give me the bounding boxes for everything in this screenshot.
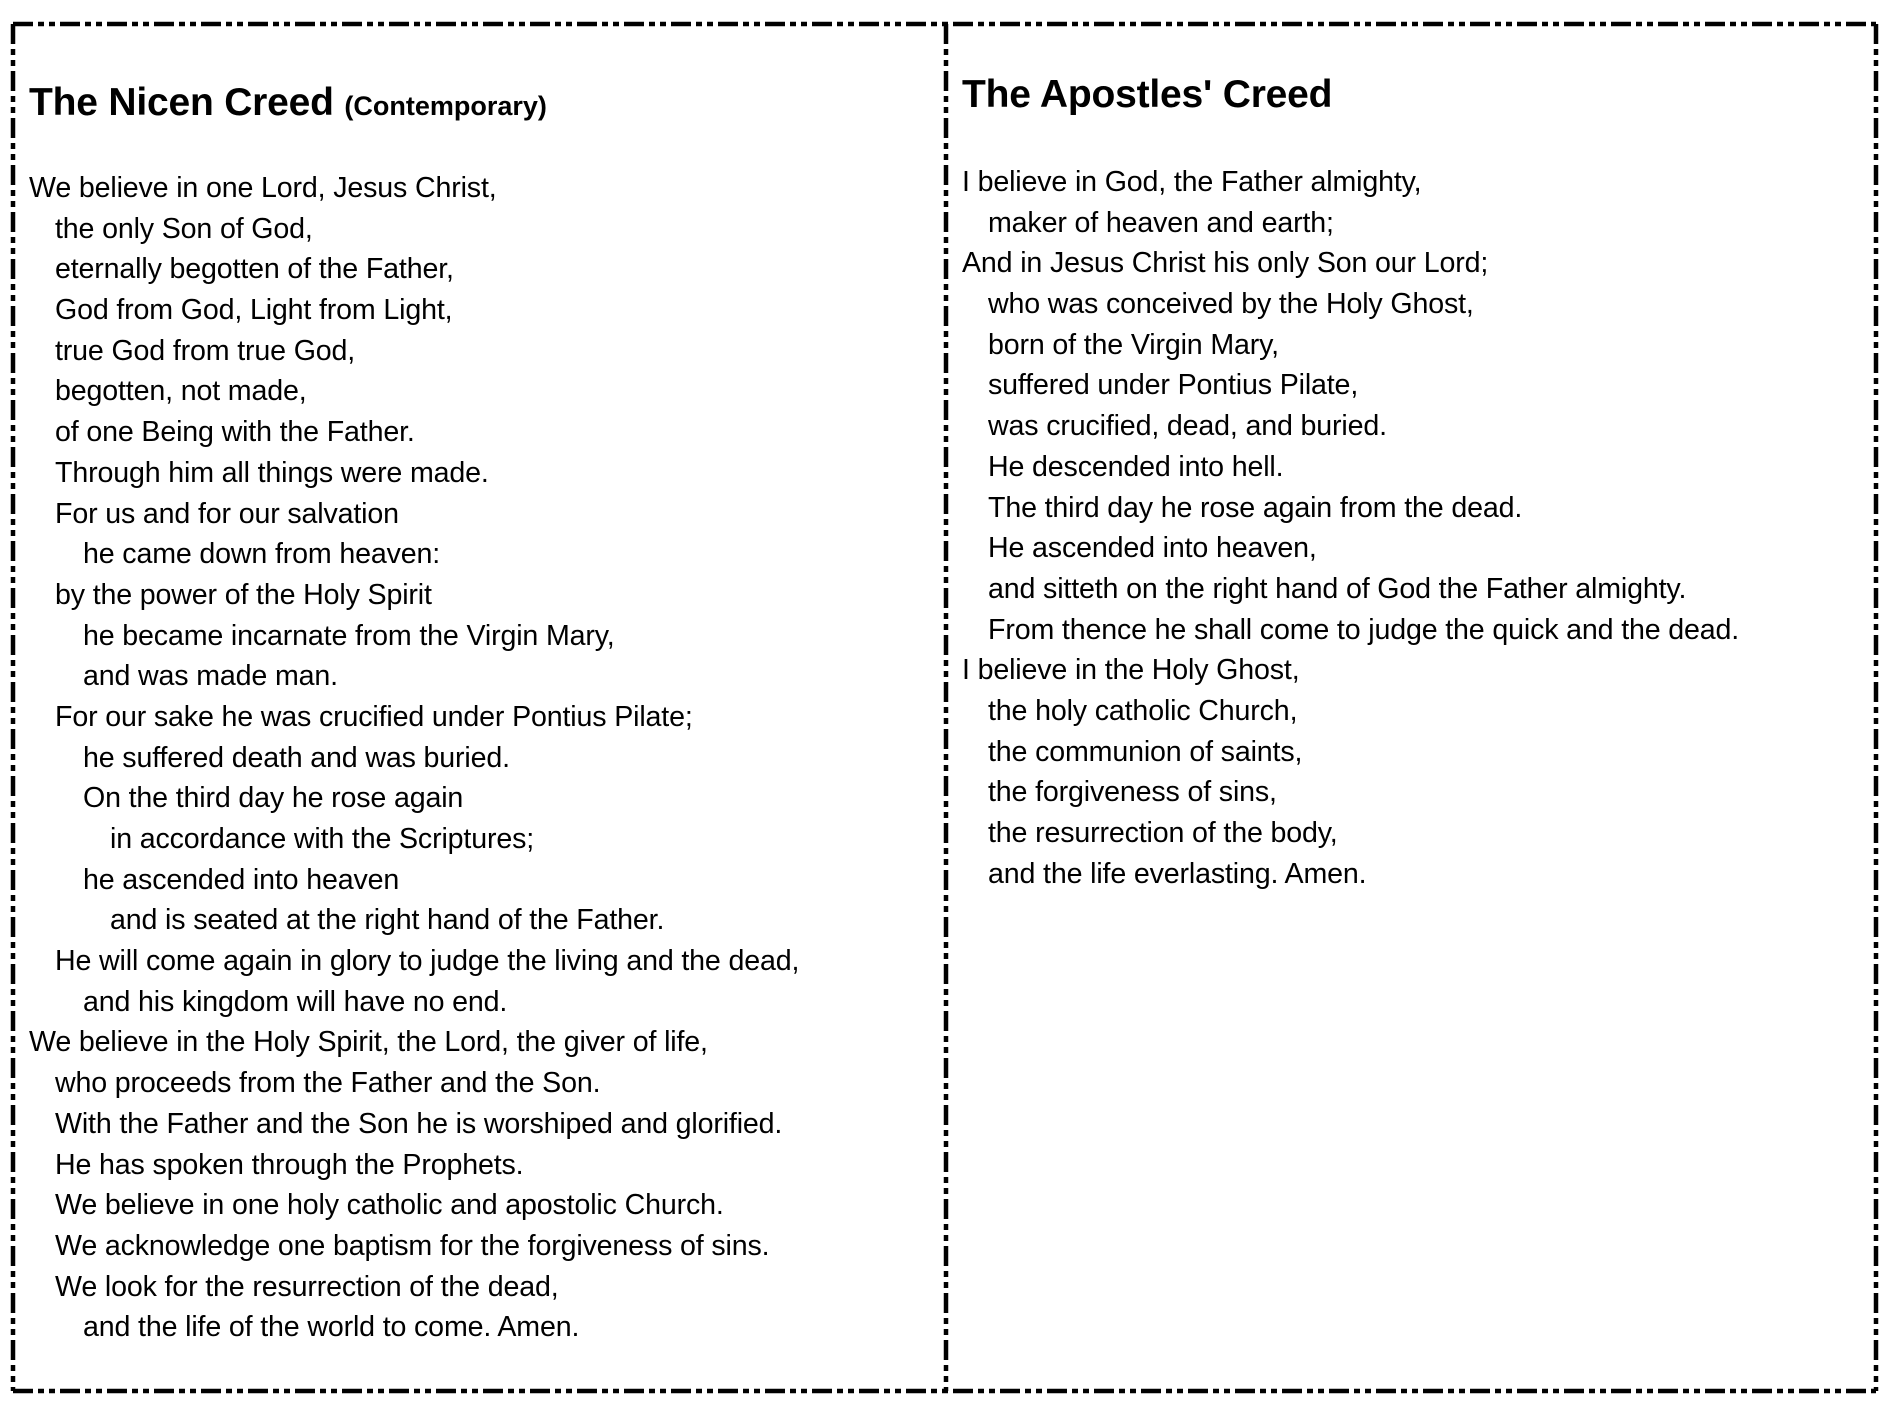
creed-line: We believe in one holy catholic and apostolic Church. (55, 1189, 724, 1222)
nicene-creed-subtitle: (Contemporary) (344, 91, 547, 121)
creed-line: and sitteth on the right hand of God the Father almighty. (988, 572, 1687, 605)
nicene-creed-title (29, 83, 547, 126)
creed-line: the only Son of God, (55, 212, 313, 245)
creed-line: eternally begotten of the Father, (55, 253, 454, 286)
creed-line: he came down from heaven: (83, 538, 441, 571)
creed-line: He will come again in glory to judge the living and the dead, (55, 945, 800, 978)
creed-line: and the life everlasting. Amen. (988, 857, 1367, 890)
creed-line: Through him all things were made. (55, 456, 489, 489)
creed-line: and the life of the world to come. Amen. (83, 1311, 580, 1344)
creed-line: We look for the resurrection of the dead, (55, 1270, 559, 1303)
creed-line: the forgiveness of sins, (988, 776, 1277, 809)
creed-line: in accordance with the Scriptures; (110, 823, 535, 855)
creed-line: was crucified, dead, and buried. (988, 410, 1387, 443)
creed-line: God from God, Light from Light, (55, 294, 453, 327)
creed-line: maker of heaven and earth; (988, 206, 1334, 239)
creed-line: he ascended into heaven (83, 863, 400, 896)
creed-line: He descended into hell. (988, 450, 1284, 483)
creed-line: And in Jesus Christ his only Son our Lord; (962, 247, 1489, 280)
creed-line: the communion of saints, (988, 735, 1303, 768)
apostles-creed-title-text: The Apostles' Creed (962, 73, 1333, 116)
creed-line: who proceeds from the Father and the Son. (55, 1067, 601, 1100)
creed-line: born of the Virgin Mary, (988, 328, 1279, 361)
apostles-creed-title (962, 75, 1332, 115)
creed-line: of one Being with the Father. (55, 416, 415, 449)
creed-line: From thence he shall come to judge the quick and the dead. (988, 613, 1740, 646)
creed-line: true God from true God, (55, 334, 356, 367)
creed-line: We believe in the Holy Spirit, the Lord, the giver of life, (29, 1026, 708, 1059)
creed-line: begotten, not made, (55, 375, 307, 408)
creed-line: He has spoken through the Prophets. (55, 1148, 524, 1181)
creed-line: who was conceived by the Holy Ghost, (988, 288, 1474, 321)
creed-line: We believe in one Lord, Jesus Christ, (29, 172, 497, 204)
creed-line: With the Father and the Son he is worshiped and glorified. (55, 1107, 783, 1140)
creed-line: by the power of the Holy Spirit (55, 578, 432, 611)
nicene-creed-title-text: The Nicen Creed (29, 81, 334, 124)
creed-line: suffered under Pontius Pilate, (988, 369, 1359, 402)
creed-line: he became incarnate from the Virgin Mary, (83, 619, 615, 652)
creed-line: I believe in God, the Father almighty, (962, 166, 1422, 198)
creed-line: and his kingdom will have no end. (83, 985, 508, 1018)
creed-line: He ascended into heaven, (988, 532, 1317, 565)
creed-line: I believe in the Holy Ghost, (962, 654, 1300, 687)
creed-line: For our sake he was crucified under Pontius Pilate; (55, 700, 693, 733)
creed-line: he suffered death and was buried. (83, 741, 510, 774)
creed-line: For us and for our salvation (55, 497, 399, 530)
creed-line: We acknowledge one baptism for the forgiveness of sins. (55, 1229, 770, 1262)
creed-line: and is seated at the right hand of the Father. (110, 904, 665, 937)
nicene-creed-text (29, 168, 799, 1348)
apostles-creed-text (962, 162, 1739, 894)
creed-line: the resurrection of the body, (988, 817, 1338, 849)
creed-line: On the third day he rose again (83, 782, 464, 815)
creed-line: and was made man. (83, 660, 338, 693)
creed-line: the holy catholic Church, (988, 694, 1298, 727)
creed-line: The third day he rose again from the dead. (988, 491, 1523, 524)
